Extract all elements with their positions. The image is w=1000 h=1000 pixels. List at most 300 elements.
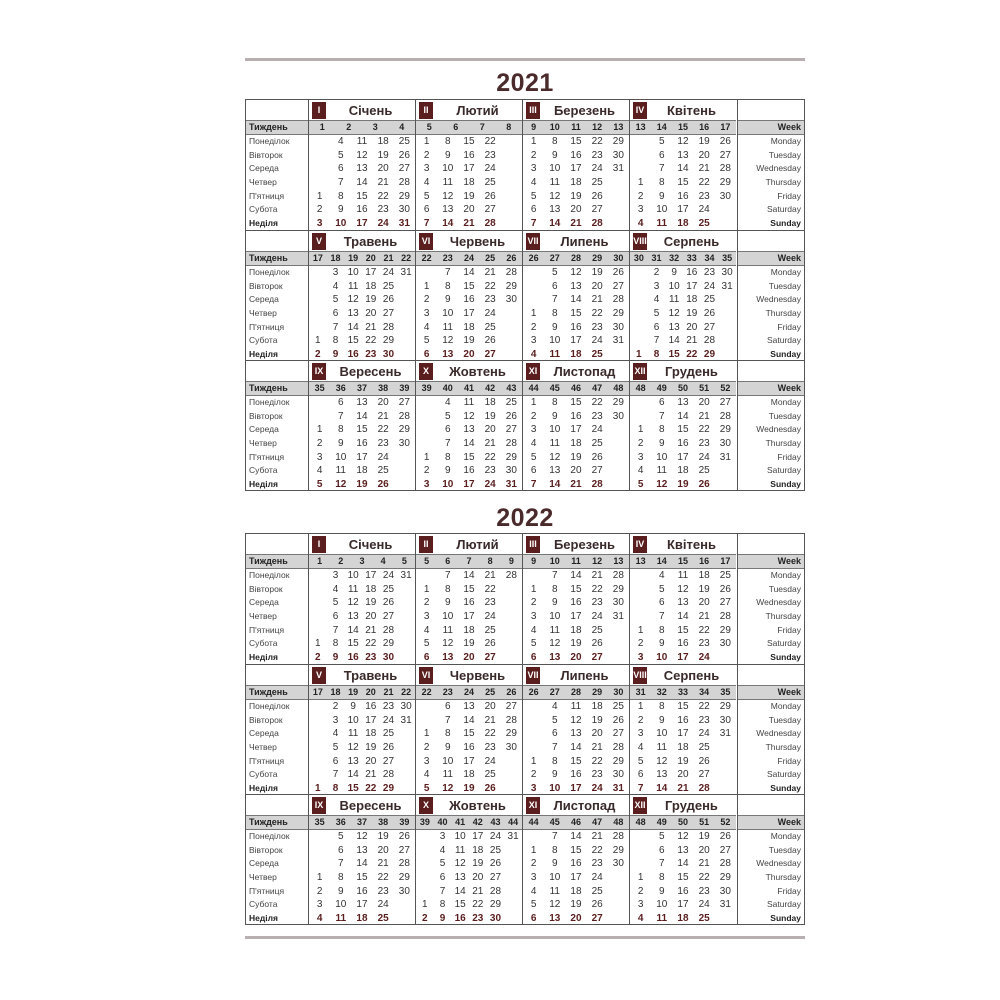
week-number: 37 [356,817,367,827]
day-cell: 16 [347,349,359,361]
day-label-en: Wednesday [756,424,801,435]
month-block [629,100,736,230]
day-cell: 29 [382,335,395,347]
month-roman-badge: V [312,233,326,250]
day-cell: 10 [549,611,561,623]
day-row [416,755,522,769]
day-label-en: Wednesday [756,163,801,174]
month-roman-badge: XI [526,363,540,380]
day-cell: 29 [612,308,624,320]
day-cell: 15 [463,451,475,463]
week-number: 10 [549,556,560,566]
day-row [416,190,522,204]
day-row [523,266,629,280]
day-cell [416,569,437,583]
day-cell: 17 [365,714,377,726]
day-cell: 30 [398,885,410,897]
day-cell: 28 [484,218,496,230]
week-numbers-row [630,381,736,396]
day-label-en: Saturday [766,204,801,215]
week-number: 39 [419,817,430,827]
day-cell: 6 [338,397,344,408]
day-cell: 1 [636,349,642,361]
week-number: 43 [490,817,501,827]
day-cell [309,149,330,163]
month-name: Жовтень [449,797,506,813]
day-cell: 13 [549,204,561,216]
day-cell: 19 [463,783,475,795]
day-cell: 18 [463,769,475,781]
week-number: 5 [426,122,432,132]
week-number: 52 [720,383,731,393]
week-number: 17 [312,687,323,697]
day-cell: 26 [484,638,496,650]
day-cell: 11 [656,742,667,754]
day-cell [501,334,522,348]
day-cell: 26 [484,783,496,795]
day-cell [394,898,415,912]
day-row [523,768,629,782]
day-row [309,190,415,204]
day-cell: 19 [356,479,368,491]
day-cell [630,293,648,307]
week-numbers-row [523,815,629,830]
day-cell: 23 [365,349,377,361]
day-cell: 23 [365,652,377,664]
day-row [416,217,522,231]
week-number: 18 [330,253,341,263]
day-cell [608,190,629,204]
day-cell: 2 [637,885,644,897]
day-cell: 15 [668,349,680,361]
day-row [630,280,736,294]
day-cell: 30 [721,267,733,278]
day-labels-ua [246,100,308,230]
day-label-en: Monday [770,570,801,580]
day-cell: 25 [591,177,603,189]
day-cell: 29 [382,783,395,795]
day-cell: 16 [570,597,582,609]
week-number: 41 [455,817,466,827]
week-numbers-row [630,251,736,266]
day-cell: 6 [653,321,660,333]
day-cell: 25 [698,913,710,925]
day-row [309,464,415,478]
day-cell: 3 [530,872,537,884]
day-label-en: Tuesday [768,280,801,291]
day-row [309,478,415,492]
month-roman-badge: IX [312,363,326,380]
month-name: Липень [560,667,609,683]
day-cell: 5 [445,410,451,422]
day-cell: 11 [463,397,475,408]
day-cell: 22 [591,755,603,767]
day-cell: 20 [698,844,710,856]
day-cell: 31 [612,163,624,175]
day-cell: 13 [442,204,454,216]
day-cell: 31 [400,570,412,581]
day-cell: 27 [591,465,603,477]
month-name: Грудень [665,797,718,813]
month-header [309,100,415,120]
day-cell: 28 [382,624,395,636]
day-cell: 28 [612,831,624,842]
day-cell: 27 [484,204,496,216]
day-cell: 23 [698,438,710,450]
day-cell: 15 [570,583,582,595]
day-row [630,307,736,321]
day-cell: 26 [382,742,395,754]
day-cell: 6 [659,149,665,161]
day-cell: 1 [637,177,644,189]
day-cell: 19 [570,638,582,650]
day-cell: 11 [549,885,560,897]
day-row [630,768,736,782]
month-name: Липень [560,233,609,249]
month-header [416,795,522,815]
day-cell: 26 [591,451,603,463]
day-cell: 24 [591,163,603,175]
day-cell: 18 [356,913,368,925]
day-row [630,624,736,638]
day-cell: 25 [719,570,731,581]
week-number: 20 [365,253,376,263]
month-roman-badge: IX [312,797,326,814]
day-cell: 17 [570,424,582,436]
day-cell: 4 [423,177,430,189]
day-cell: 5 [659,583,665,595]
day-cell [523,266,544,280]
day-cell: 26 [703,308,716,320]
day-cell: 3 [423,611,430,623]
week-number: 19 [348,253,359,263]
day-cell: 29 [719,872,731,884]
week-number: 27 [549,253,560,263]
day-cell: 6 [552,280,558,292]
day-cell: 5 [332,597,339,609]
month-name: Вересень [339,797,402,813]
day-cell: 18 [677,742,689,754]
day-cell: 21 [570,479,582,491]
week-number: 39 [399,817,410,827]
day-cell [608,423,629,437]
day-cell: 22 [365,335,377,347]
day-cell: 27 [719,149,731,161]
day-cell: 31 [719,451,731,463]
day-cell: 9 [350,701,356,712]
day-row [523,637,629,651]
day-cell: 7 [552,294,558,306]
day-row [416,583,522,597]
day-cell: 12 [570,714,582,726]
day-cell: 26 [591,190,603,202]
week-number: 9 [531,556,537,566]
day-cell: 2 [423,149,430,161]
month-header [309,361,415,381]
day-row [416,596,522,610]
day-cell: 19 [677,479,689,491]
day-cell: 8 [659,424,665,436]
day-row [309,410,415,424]
day-cell: 11 [549,349,561,361]
day-cell [309,714,327,728]
day-cell [397,583,415,597]
week-numbers-row [523,554,629,569]
day-cell: 31 [612,611,624,623]
day-row [309,844,415,858]
day-cell: 4 [423,624,430,636]
day-cell [397,610,415,624]
day-cell: 14 [463,570,475,581]
quarter-band [246,230,804,360]
day-cell [501,610,522,624]
day-cell: 28 [591,479,603,491]
day-row [523,714,629,728]
day-cell: 3 [423,308,430,320]
day-cell: 22 [591,844,603,856]
day-cell: 29 [719,624,731,636]
week-number: 2 [338,556,344,566]
day-cell: 4 [530,349,537,361]
day-cell: 1 [316,424,323,436]
week-numbers-row [416,554,522,569]
day-cell: 11 [442,177,453,189]
day-cell: 6 [332,308,339,320]
day-cell: 22 [686,349,698,361]
day-cell: 11 [335,465,346,477]
day-cell: 8 [332,783,339,795]
day-row [523,464,629,478]
month-block [415,100,522,230]
day-cell: 6 [659,597,665,609]
day-labels-ua [246,534,308,664]
day-cell: 16 [677,438,689,450]
day-cell: 2 [530,858,537,870]
day-cell: 28 [719,410,731,422]
month-header [416,534,522,554]
week-number: 23 [442,253,453,263]
day-cell: 19 [472,858,484,870]
day-cell: 18 [356,465,368,477]
day-cell: 17 [463,163,475,175]
day-row [309,755,415,769]
day-cell [416,423,437,437]
day-row [416,741,522,755]
day-cell: 31 [719,899,731,911]
day-row [630,423,736,437]
day-cell [630,410,651,424]
day-cell: 27 [703,321,716,333]
week-number: 50 [677,383,688,393]
day-cell: 13 [347,755,359,767]
day-cell: 10 [335,899,347,911]
day-cell: 25 [382,728,395,740]
week-number: 45 [549,383,560,393]
day-cell [309,321,327,335]
day-cell [715,217,736,231]
day-cell: 22 [484,583,496,595]
day-cell: 1 [316,190,323,202]
week-numbers-row [630,120,736,135]
day-row [416,700,522,714]
day-row [309,727,415,741]
day-cell [416,437,437,451]
day-cell: 28 [489,885,502,897]
month-block [522,665,629,794]
day-cell: 22 [472,899,484,911]
week-number: 18 [330,687,341,697]
week-number: 25 [485,687,496,697]
day-cell: 2 [316,885,323,897]
day-cell: 19 [484,410,496,422]
day-cell: 14 [656,783,668,795]
day-cell: 2 [637,438,644,450]
day-cell: 18 [463,177,475,189]
day-cell: 10 [335,218,347,230]
day-cell: 19 [570,451,582,463]
day-cell: 12 [442,783,454,795]
day-cell: 12 [549,899,561,911]
day-cell: 23 [484,597,496,609]
day-cell: 13 [668,321,680,333]
day-row [630,569,736,583]
day-cell: 29 [612,844,624,856]
day-label-ua: Субота [249,769,278,780]
day-cell [715,651,736,665]
week-number: 43 [506,383,517,393]
day-cell: 1 [315,783,321,795]
day-cell: 16 [463,465,475,477]
day-label-ua: Середа [249,858,279,869]
day-cell: 23 [591,769,603,781]
day-cell: 9 [332,652,339,664]
day-cell: 25 [484,624,496,636]
day-row [309,437,415,451]
day-cell [501,755,522,769]
day-cell: 29 [612,136,624,147]
day-cell [416,871,434,885]
day-label-en: Saturday [766,899,801,910]
day-cell: 12 [356,149,368,161]
day-cell [630,844,651,858]
week-number: 35 [314,817,325,827]
day-row [630,741,736,755]
day-cell: 7 [332,769,339,781]
day-label-en: Saturday [766,769,801,780]
day-row [630,396,736,410]
bottom-rule [245,936,805,939]
week-number: 6 [445,556,451,566]
year-title-2021: 2021 [496,69,554,97]
day-cell [523,569,544,583]
day-cell: 13 [463,701,475,712]
day-cell: 7 [332,624,339,636]
day-cell: 7 [530,218,537,230]
day-cell: 8 [439,899,446,911]
month-name: Червень [449,667,506,683]
day-row [416,871,522,885]
day-row [309,885,415,899]
day-cell: 13 [677,844,689,856]
month-block [308,100,415,230]
month-name: Лютий [456,102,499,118]
week-numbers-row [416,815,522,830]
day-cell: 13 [677,397,689,408]
day-cell: 23 [591,149,603,161]
week-number: 20 [365,687,376,697]
month-roman-badge: III [526,102,540,119]
week-number: 7 [479,122,485,132]
day-cell: 12 [347,294,359,306]
day-cell: 21 [484,267,496,278]
day-cell: 1 [423,136,430,147]
day-label-ua: Вівторок [249,844,283,855]
day-row [523,857,629,871]
day-cell: 11 [549,177,560,189]
month-block [415,665,522,794]
day-cell: 16 [347,652,359,664]
day-cell: 7 [653,335,660,347]
day-cell: 21 [591,294,603,306]
day-label-ua: Четвер [249,742,277,753]
week-number: 26 [528,253,539,263]
day-cell [501,307,522,321]
day-cell: 13 [356,163,368,175]
day-cell: 6 [445,424,451,436]
week-number: 51 [699,817,710,827]
day-cell: 16 [686,267,698,278]
calendar-2022 [245,533,805,925]
day-cell: 10 [442,611,454,623]
day-label-ua: Середа [249,597,279,608]
day-label-en: Sunday [770,218,801,229]
day-cell: 28 [382,769,395,781]
day-cell: 25 [377,913,389,925]
day-row [523,755,629,769]
day-cell [608,437,629,451]
day-cell [416,266,437,280]
day-row [630,135,736,149]
day-cell: 11 [677,570,689,581]
day-label-en: Wednesday [756,858,801,869]
week-number: 13 [613,556,624,566]
week-number: 48 [635,383,646,393]
day-cell: 30 [398,438,410,450]
day-row [416,898,522,912]
day-row [309,871,415,885]
day-cell: 29 [398,424,410,436]
week-number: 7 [466,556,472,566]
day-cell: 18 [484,397,496,408]
week-number: 35 [722,253,733,263]
day-row [630,857,736,871]
day-cell: 16 [463,294,475,306]
week-number: 15 [677,122,688,132]
day-cell: 25 [382,583,395,595]
day-cell: 25 [505,397,517,408]
day-label-en: Tuesday [768,149,801,160]
day-cell: 26 [382,294,395,306]
day-cell: 28 [719,611,731,623]
day-row [630,410,736,424]
week-number: 23 [442,687,453,697]
day-cell: 2 [315,652,321,664]
day-row [630,321,736,335]
day-cell: 13 [549,652,561,664]
day-cell [309,857,330,871]
day-cell: 26 [382,597,395,609]
week-number: 29 [592,687,603,697]
